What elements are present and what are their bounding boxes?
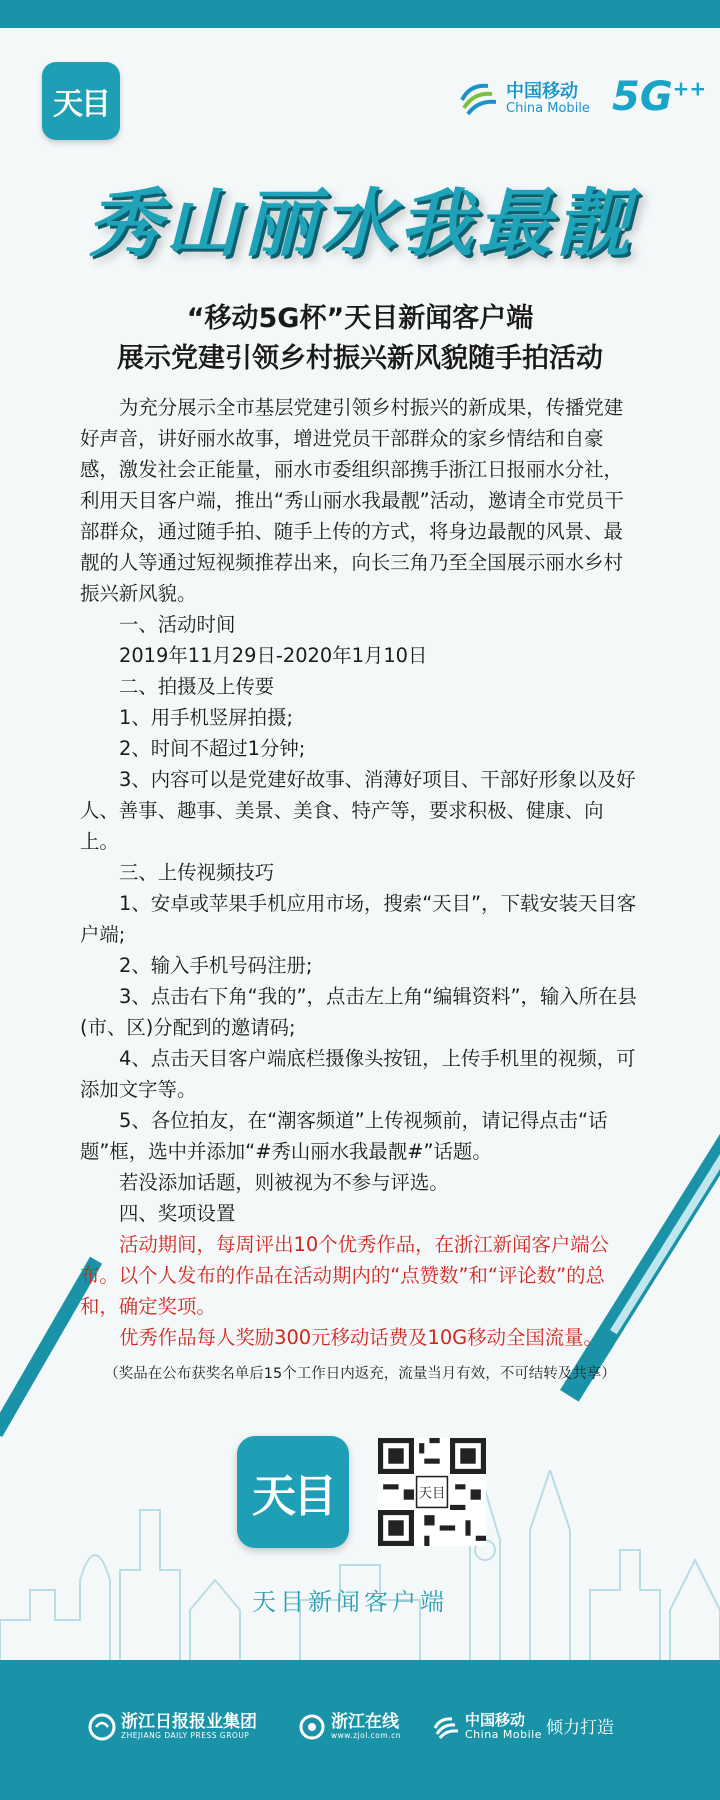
section-heading: 四、奖项设置 — [119, 1202, 236, 1225]
zjol-logo — [298, 1713, 401, 1741]
list-item: 1、安卓或苹果手机应用市场，搜索“天目”，下载安装天目客户端; — [80, 892, 637, 946]
title-line-1: “移动5G杯”天目新闻客户端 — [186, 303, 534, 334]
zjol-icon — [298, 1713, 326, 1741]
zhejiang-daily-cn: 浙江日报报业集团 — [121, 1712, 257, 1733]
prize-rule: 活动期间，每周评出10个优秀作品，在浙江新闻客户端公布。以个人发布的作品在活动期内的“点赞数”和“评论数”的总和，确定奖项。 — [80, 1233, 610, 1318]
zhejiang-daily-en: ZHEJIANG DAILY PRESS GROUP — [121, 1730, 250, 1740]
5g-logo — [612, 74, 706, 120]
zhejiang-daily-icon — [88, 1713, 116, 1741]
5g-plus: ++ — [672, 76, 707, 101]
slogan: 秀山丽水我最靓 — [87, 181, 633, 267]
prize-reward: 优秀作品每人奖励300元移动话费及10G移动全国流量。 — [119, 1326, 603, 1349]
china-mobile-icon — [458, 78, 500, 120]
china-mobile-icon — [432, 1713, 460, 1741]
5g-text: 5G — [612, 74, 673, 120]
section-heading: 三、上传视频技巧 — [119, 861, 275, 884]
prize-note: （奖品在公布获奖名单后15个工作日内返充，流量当月有效，不可结转及共享） — [104, 1366, 616, 1382]
list-item: 若没添加话题，则被视为不参与评选。 — [119, 1171, 449, 1194]
intro-paragraph: 为充分展示全市基层党建引领乡村振兴的新成果，传播党建好声音，讲好丽水故事，增进党员干部群众的家乡情结和自豪感，激发社会正能量，丽水市委组织部携手浙江日报丽水分社，利用天目客户端，推出“秀山丽水我最靓”活动，邀请全市党员干部群众，通过随手拍、随手上传的方式，将身边最靓的风景、最靓的人等通过短视频推荐出来，向长三角乃至全国展示丽水乡村振兴新风貌。 — [80, 396, 624, 605]
list-item: 1、用手机竖屏拍摄; — [119, 706, 293, 729]
list-item: 3、点击右下角“我的”，点击左上角“编辑资料”，输入所在县(市、区)分配到的邀请码; — [80, 985, 637, 1039]
list-item: 5、各位拍友，在“潮客频道”上传视频前，请记得点击“话题”框，选中并添加“#秀山丽水我最靓#”话题。 — [80, 1109, 608, 1163]
zhejiang-daily-logo — [88, 1713, 257, 1741]
list-item: 2、输入手机号码注册; — [119, 954, 313, 977]
china-mobile-footer-cn: 中国移动 — [465, 1711, 526, 1730]
list-item: 2、时间不超过1分钟; — [119, 737, 306, 760]
footer-tagline-wrap — [546, 1713, 614, 1738]
tianmu-app-logo: 天目 — [42, 62, 120, 140]
china-mobile-footer-logo — [432, 1713, 542, 1741]
china-mobile-logo — [458, 78, 590, 120]
body-text — [80, 392, 640, 1353]
footer — [0, 1660, 720, 1800]
app-name: 天目新闻客户端 — [252, 1588, 448, 1616]
footer-tagline: 倾力打造 — [546, 1718, 614, 1738]
zjol-cn: 浙江在线 — [331, 1712, 399, 1733]
tianmu-logo-large: 天目 — [237, 1436, 349, 1548]
china-mobile-cn: 中国移动 — [506, 80, 578, 102]
section-heading: 一、活动时间 — [119, 613, 236, 636]
zjol-url: www.zjol.com.cn — [331, 1730, 401, 1740]
qr-code[interactable] — [378, 1438, 486, 1546]
list-item: 4、点击天目客户端底栏摄像头按钮，上传手机里的视频，可添加文字等。 — [80, 1047, 636, 1101]
section-heading: 二、拍摄及上传要 — [119, 675, 275, 698]
top-bar — [0, 0, 720, 28]
title-line-2: 展示党建引领乡村振兴新风貌随手拍活动 — [117, 343, 603, 374]
china-mobile-footer-en: China Mobile — [465, 1728, 543, 1742]
china-mobile-en: China Mobile — [506, 100, 590, 116]
city-skyline-illustration — [0, 1470, 720, 1660]
qr-center-label: 天目 — [418, 1486, 446, 1502]
list-item: 3、内容可以是党建好故事、消薄好项目、干部好形象以及好人、善事、趣事、美景、美食、特产等，要求积极、健康、向上。 — [80, 768, 636, 853]
activity-dates: 2019年11月29日-2020年1月10日 — [119, 644, 428, 667]
